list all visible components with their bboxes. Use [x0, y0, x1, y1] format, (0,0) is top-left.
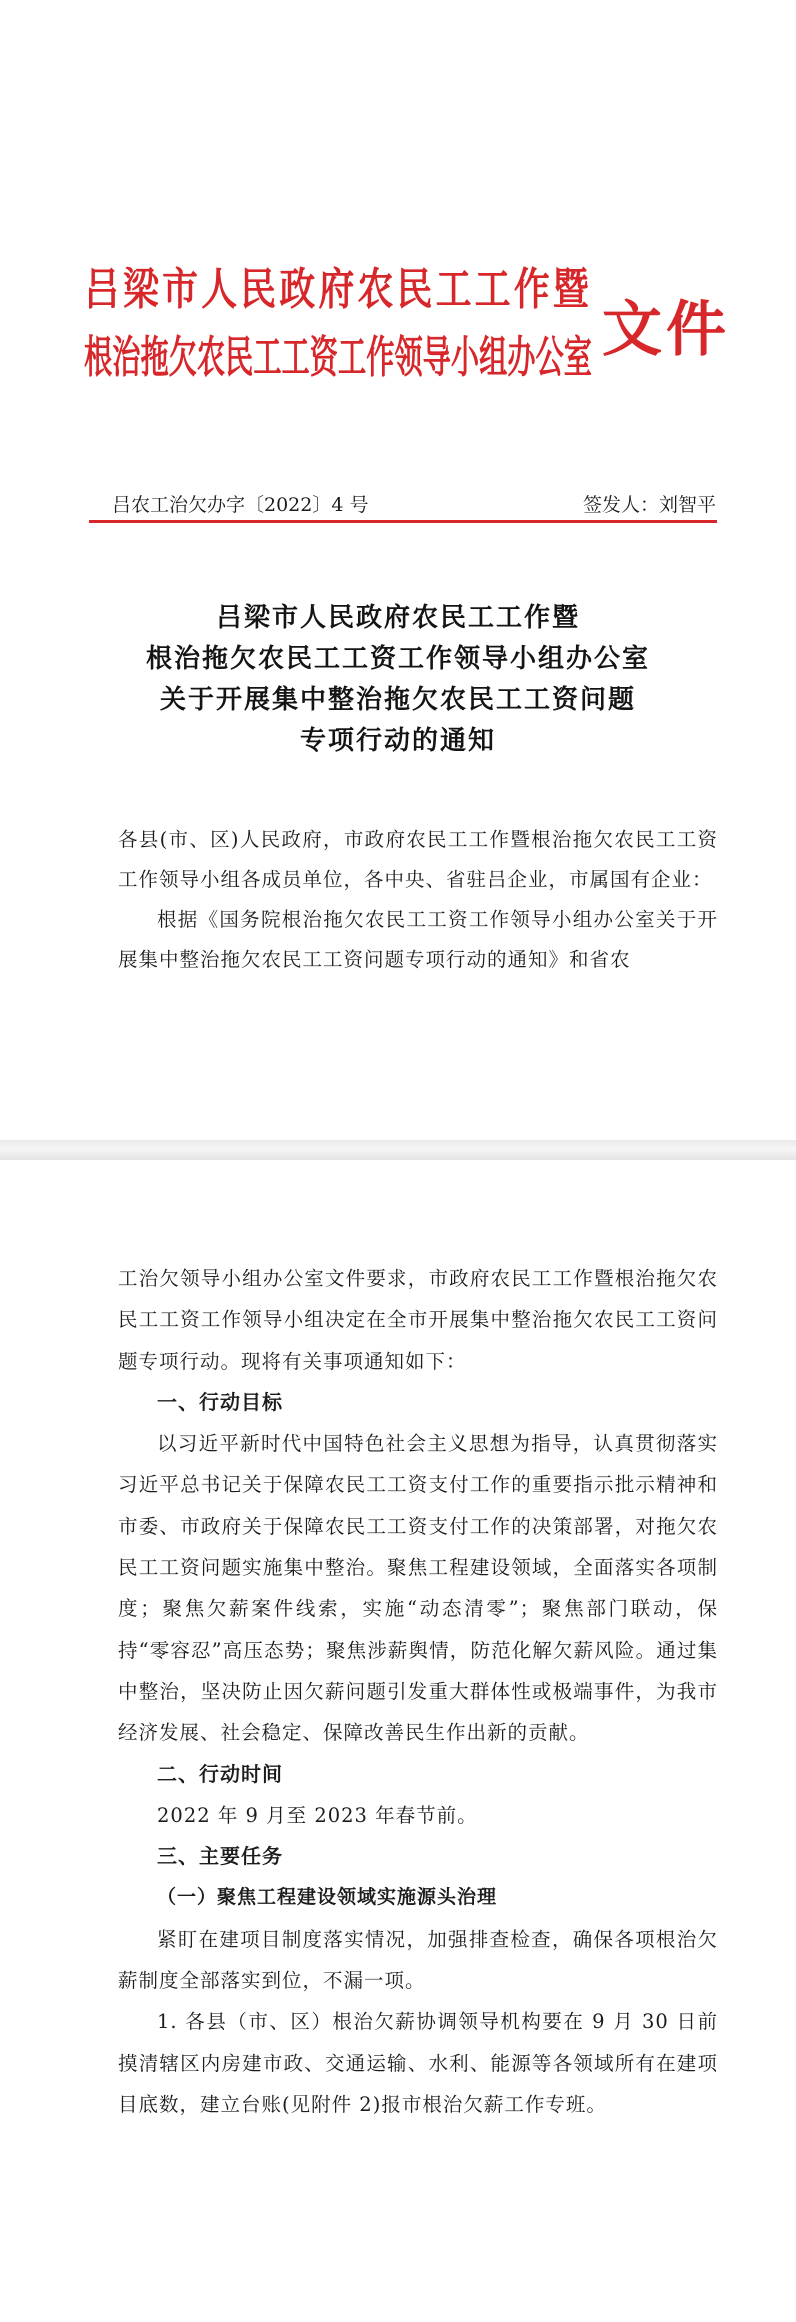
red-divider	[89, 520, 717, 523]
masthead-line-2: 根治拖欠农民工工资工作领导小组办公室	[84, 332, 592, 383]
body-paragraph: 根据《国务院根治拖欠农民工工资工作领导小组办公室关于开展集中整治拖欠农民工工资问题专项行动的通知》和省农	[118, 908, 718, 971]
body-paragraph: 工治欠领导小组办公室文件要求，市政府农民工工作暨根治拖欠农民工工资工作领导小组决定在全市开展集中整治拖欠农民工工资问题专项行动。现将有关事项通知如下：	[118, 1267, 718, 1373]
document-title	[0, 598, 796, 762]
title-line: 关于开展集中整治拖欠农民工工资问题	[159, 685, 636, 715]
masthead-line-1: 吕梁市人民政府农民工工作暨	[84, 264, 592, 315]
title-line: 专项行动的通知	[299, 726, 496, 756]
document-page-1	[0, 0, 796, 1140]
body-paragraph: 1. 各县（市、区）根治欠薪协调领导机构要在 9 月 30 日前摸清辖区内房建市政、交通运输、水利、能源等各领域所有在建项目底数，建立台账(见附件 2)报市根治欠薪工作专班。	[118, 2010, 718, 2116]
section-heading-tasks: 三、主要任务	[157, 1844, 283, 1869]
document-meta	[112, 490, 716, 520]
title-line: 根治拖欠农民工工资工作领导小组办公室	[145, 644, 650, 674]
document-number: 吕农工治欠办字〔2022〕4 号	[112, 494, 369, 516]
addressee: 各县(市、区)人民政府，市政府农民工工作暨根治拖欠农民工工资工作领导小组各成员单位，各中央、省驻吕企业，市属国有企业：	[118, 828, 718, 891]
signer-name: 刘智平	[658, 494, 716, 516]
body-paragraph: 2022 年 9 月至 2023 年春节前。	[157, 1803, 478, 1827]
body-paragraph: 以习近平新时代中国特色社会主义思想为指导，认真贯彻落实习近平总书记关于保障农民工工资支付工作的重要指示批示精神和市委、市政府关于保障农民工工资支付工作的决策部署，对拖欠农民工工资问题实施集中整治。聚焦工程建设领域，全面落实各项制度；聚焦欠薪案件线索，实施“动态清零”；聚焦部门联动，保持“零容忍”高压态势；聚焦涉薪舆情，防范化解欠薪风险。通过集中整治，坚决防止因欠薪问题引发重大群体性或极端事件，为我市经济发展、社会稳定、保障改善民生作出新的贡献。	[118, 1432, 718, 1745]
masthead-suffix: 文件	[602, 295, 730, 365]
signer	[583, 490, 716, 517]
red-masthead	[84, 262, 730, 412]
page-separator	[0, 1140, 796, 1160]
body-paragraph: 紧盯在建项目制度落实情况，加强排查检查，确保各项根治欠薪制度全部落实到位，不漏一项。	[118, 1927, 718, 1993]
subsection-heading: （一）聚焦工程建设领域实施源头治理	[157, 1886, 498, 1909]
section-heading-goal: 一、行动目标	[157, 1389, 283, 1414]
section-heading-time: 二、行动时间	[157, 1761, 283, 1786]
signer-label: 签发人：	[582, 494, 659, 516]
page-2-body	[118, 1258, 718, 2125]
page-1-body	[118, 820, 718, 980]
title-line: 吕梁市人民政府农民工工作暨	[215, 603, 580, 633]
